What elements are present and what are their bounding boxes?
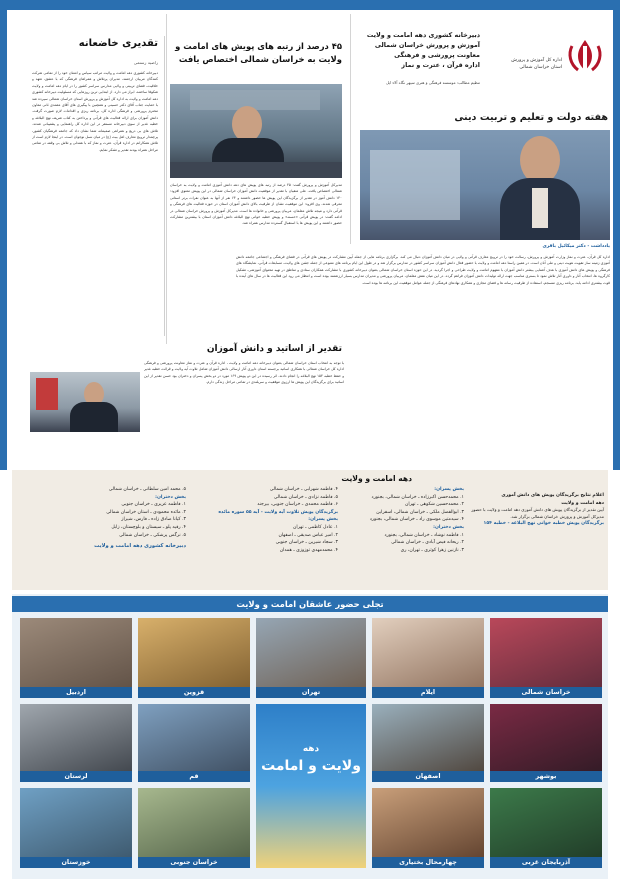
winners-col4: ۵. محمد امین سلطانی ـ خراسان شمالی بخش دختران: ۱. فاطمه عزیزی ـ خراسان جنوبی ۲. مائده محمودی ـ استان خراسان شمالی ۳. کیانا صادق زاده ـ فارس، شیراز ۴. رقیه پلو ـ سیستان و بلوچستان، زابل ۵. نرگس پرشکی ـ خراسان شمالی دبیرخانه کشوری دهه امامت و ولایت	[30, 486, 186, 551]
interview-title: هفته دولت و تعلیم و تربیت دینی	[454, 112, 608, 123]
interview-caption: یادداشت - دکتر میکائیل باقری	[542, 244, 610, 249]
org-name: اداره کل آموزش و پرورش استان خراسان شمالی	[511, 58, 562, 70]
gallery-photo: بوشهر	[490, 704, 602, 782]
gallery-photo: خوزستان	[20, 788, 132, 868]
top-border	[0, 0, 620, 10]
winners-heading: دهه امامت و ولایت	[341, 474, 412, 483]
gallery-poster: دهه ولایت و امامت	[256, 704, 366, 868]
divider	[166, 14, 167, 344]
gallery-photo: خراسان شمالی	[490, 618, 602, 698]
note-text: دبیرخانه کشوری دهه امامت و ولایت مراتب سپاس و امتنان خود را از تمامی شرکت کنندگان مربیان ارجمند، مدیران پرتلاش و همراهان فرهنگی که با عشق، تعهد و خلاقیت، فضای تربیتی و ولایی مدارس سراسر کشور را در ایام دهه امامت و ولایت شکوفا ساختند، ابراز می دارد. از ابتدایی ترین روزهایی که مسئولیت دبیرخانه کشوری دهه امامت و ولایت به اداره کل آموزش و پرورش استان خراسان شمالی سپرده شد با حمایت جناب آقای دکتر حسینی و همچنین با پیگیری های آقای معمدی ثانی معاون محترم پرورشی و فرهنگی اداره کل، برنامه ریزی و اقدامات لازم صورت گرفت. دانش آموزان برای ارائه فعالیت های قرآنی و پرداختن به کتاب شریف نهج البلاغه و خطبه غدیر از سوی دبیرخانه مستقر در این اداره کل راهنمایی و پشتیبانی شدند. تلاش های بی دریغ و همراهی صمیمانه شما نشان داد که جامعه فرهنگیان کشور، پرچمدار ترویج معارف اهل بیت (ع) در میان نسل نوجوان است. در اینجا لازم است از تلاش همکارانم در اداره قرآن، عترت و نماز که با همدلی و تلاش بی وقفه در تمامی مراحل همراه بودند تقدیر و تشکر نمایم.	[32, 71, 158, 152]
gallery-photo: اردبیل	[20, 618, 132, 698]
gallery-photo: ایلام	[372, 618, 484, 698]
winners-col2: بخش پسران: ۱. محمدحسن اکبرزاده ـ خراسان شمالی، بجنورد ۲. محمدحسین شکوهی ـ تهران ۳. ابوالفضل ملکی ـ خراسان شمالی، اسفراین ۴. سیدمتین موسوی راد ـ خراسان شمالی، بجنورد بخش دختران: ۱. فاطمه نوشاد ـ خراسان شمالی، بجنورد ۲. ریحانه فیض آبادی ـ خراسان شمالی ۳. نازنین زهرا کوثری ـ تهران، ری	[369, 487, 464, 553]
winners-col3: ۴. فاطمه شهرابی ـ خراسان شمالی ۵. فاطمه نژادی ـ خراسان شمالی ۶. فاطمه محمدی ـ خراسان جنوبی، بیرجند برگزیدگان پویش تلاوت آیه ولایت - آیه ۵۵ سوره مائده بخش پسران: ۱. عادل کاظمی ـ تهران ۲. امیر عباس صدیقی ـ اصفهان ۳. سجاد شیرین ـ خراسان جنوبی ۴. محمدمهدی توزوزی ـ همدان	[218, 487, 338, 553]
divider	[350, 14, 351, 244]
note-title: تقدیری خاضعانه	[78, 38, 158, 49]
winners-col1: اعلام نتایج برگزیدگان پویش های دانش آموزی دهه امامت و ولایت آیین تقدیر از برگزیدگان پویش های دانش آموزی دهه امامت و ولایت با حضور مدیرکل آموزش و پرورش خراسان شمالی برگزار شد. برگزیدگان پویش خطبه خوانی نهج البلاغه - خطبه ۱۵۴	[471, 493, 604, 526]
article2-text: با توجه به انتخاب استان خراسان شمالی بعنوان دبیرخانه دهه امامت و ولایت ، اداره قرآن و عترت و نماز معاونت پرورشی و فرهنگی اداره کل خراسان شمالی با همکاری اساتید برجسته استان داوری آثار ارسالی دانش آموزان شامل تلاوت آیه ولایت و قرائت خطبه غدیر و حفظ خطبه ۱۵۴ نهج البلاغه را انجام دادند. اثر رسیده در این دو پویش ۱۶۹ مورد در دو بخش پسران و دختران بود حسن تقدیر از این اساتید برای برگزیدگان این پویش ها ارزوی موفقیت و سربلندی در تمامی مراحل زندگی دارم.	[144, 361, 344, 385]
gallery-photo: لرستان	[20, 704, 132, 782]
article2-photo	[30, 372, 140, 432]
article1-text: مدیرکل آموزش و پرورش گفت: ۴۵ درصد از رتبه های پویش های دهه دانش آموزی امامت و ولایت به خراسان شمالی اختصاص یافت. علی متقیان با تقدیر از موفقیت دانش آموزان خراسان شمالی در این پویش معنوی افزود: ۱۴۰ دانش آموز در تقدیر از برگزیدگان این پویش ها حضور داشتند و ۶۳ نفر از آنها به عنوان نفرات برتر استانی معرفی شدند. وی افزود: این موفقیت نشان از ظرفیت بالای دانش آموزان استان در حوزه فعالیت های فرهنگی و قرآنی دارد و نتیجه تلاش معلمان، مربیان پرورشی و خانواده ها است. مدیرکل آموزش و پرورش خراسان شمالی در ادامه گفت: در پویش قرآنی «حسنه» و پویش خطبه خوانی نهج البلاغه دانش آموزان استان با بیشترین مشارکت حضور داشتند و این پویش ها با استقبال گسترده مدارس همراه شد.	[170, 183, 342, 226]
gallery-photo: آذربایجان غربی	[490, 788, 602, 868]
secretariat-credit: تنظیم مطالب: موسسه فرهنگی و هنری سپهر نگاه آلاء ایل	[385, 80, 480, 85]
gallery-photo: تهران	[256, 618, 366, 698]
interview-text: اداره کل قرآن، عترت و نماز وزارت آموزش و پرورش، رسالت خود را در ترویج معارف قرآنی و ولایی در میان دانش آموزان دنبال می کند. برگزاری برنامه هایی از جمله آیین مشارکت در پویش های قرآنی در فضای فرهنگی و اجتماعی جامعه دانش آموزی زمینه ساز تقویت هویت دینی و ملی آنان است. در همین راستا دهه امامت و ولایت با حضور فعال دانش آموزان سراسر کشور در مدارس برگزار شد و در طول این ایام برنامه های متنوعی از جمله جشن های ولایت، مسابقات قرآنی، نمایشگاه های فرهنگی و پویش های دانش آموزی با هدف آشنایی بیشتر دانش آموزان با مفهوم امامت و ولایت طراحی و اجرا گردید. در این حوزه استان خراسان شمالی بعنوان دبیرخانه کشوری با مشارکت همکاران ستادی و مناطق در تهیه محتوای آموزشی، تشکیل کارگروه ها، انتخاب آثار و داوری آثار تلاش نمود تا بستری مناسب جهت ارائه تولیدات دانش آموزان فراهم گردد. در این میان نقش معلمان، مربیان پرورشی و مدیران مدارس بسیار ارزشمند بوده است و انتظار می رود این فعالیت ها در سال های آینده با قوت بیشتری ادامه یابد. برنامه ریزی منسجم، استفاده از ظرفیت رسانه ها و فضای مجازی و همکاری نهادهای فرهنگی از جمله عوامل موفقیت این برنامه ها بوده است.	[236, 255, 610, 285]
article1-title: ۴۵ درصد از رتبه های پویش های امامت و ولایت به خراسان شمالی اختصاص یافت	[175, 41, 342, 64]
gallery-photo: خراسان جنوبی	[138, 788, 250, 868]
winners-section	[12, 470, 608, 590]
gallery-title-bar	[12, 596, 608, 612]
gallery-title: تجلی حضور عاشقان امامت و ولایت	[236, 599, 384, 609]
article2-title: تقدیر از اساتید و دانش آموزان	[206, 344, 342, 354]
right-border	[613, 0, 620, 470]
interview-photo	[360, 130, 610, 240]
article1-photo	[170, 84, 342, 178]
note-author: راضیه رستمی	[133, 60, 158, 65]
winners-footer: دبیرخانه کشوری دهه امامت و ولایت	[94, 543, 186, 550]
gallery-photo: قزوین	[138, 618, 250, 698]
gallery-photo: اصفهان	[372, 704, 484, 782]
left-border	[0, 0, 7, 470]
gallery-photo: چهارمحال بختیاری	[372, 788, 484, 868]
gallery-photo: قم	[138, 704, 250, 782]
secretariat-text: دبیرخانه کشوری دهه امامت و ولایت آموزش و پرورش خراسان شمالی معاونت پرورشی و فرهنگی اداره قرآن ، عترت و نماز	[366, 31, 480, 69]
note-box	[32, 36, 165, 336]
